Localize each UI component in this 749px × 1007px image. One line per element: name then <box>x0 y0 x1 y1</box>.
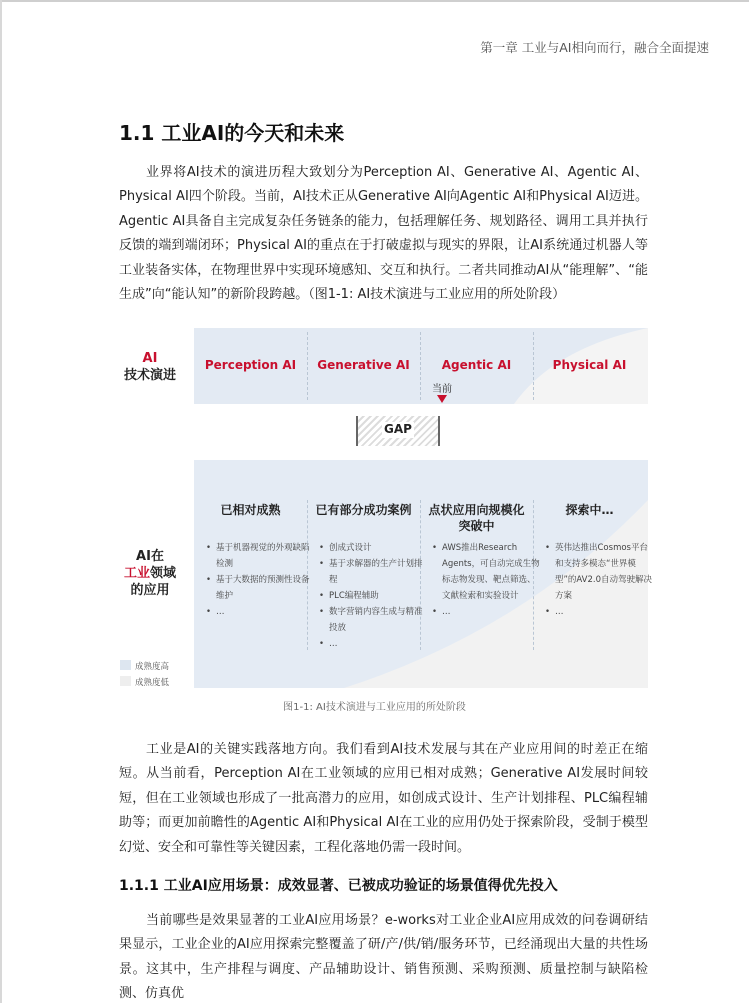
list-item: • 数字营销内容生成与精准投放 <box>329 604 427 636</box>
label-ai-line2: 技术演进 <box>123 368 176 383</box>
label-ai-evolution <box>110 350 190 384</box>
label-app-line3: 的应用 <box>130 583 170 598</box>
list-item: • 基于求解器的生产计划排程 <box>329 556 427 588</box>
list-item: • AWS推出Research Agents，可自动完成生物标志物发现、靶点筛选、文献检索和实验设计 <box>442 540 540 604</box>
section-title: 1.1 工业AI的今天和未来 <box>119 121 345 145</box>
list-item: • … <box>329 636 427 652</box>
paragraph-scenarios: 当前哪些是效果显著的工业AI应用场景？e-works对工业企业AI应用成效的问卷调研结果显示，工业企业的AI应用探索完整覆盖了研/产/供/销/服务环节，已经涌现出大量的共性场景。这其中，生产排程与调度、产品辅助设计、销售预测、采购预测、质量控制与缺陷检测、仿真优 <box>119 913 648 1002</box>
figure-ai-evolution <box>110 328 653 690</box>
page-border-top <box>0 0 749 2</box>
label-app-industry-word: 工业 <box>123 566 150 581</box>
column-list-partial <box>317 540 427 652</box>
column-heading-exploring: 探索中… <box>565 503 614 517</box>
legend-swatch-high <box>120 660 131 670</box>
list-item: • 英伟达推出Cosmos平台和支持多模态“世界模型”的AV2.0自动驾驶解决方案 <box>555 540 653 604</box>
list-item: • PLC编程辅助 <box>329 588 427 604</box>
legend-swatch-low <box>120 676 131 686</box>
label-app-field-word: 领域 <box>150 566 177 581</box>
column-heading-scaling: 点状应用向规模化突破中 <box>428 503 525 533</box>
current-marker-top-icon <box>437 395 447 403</box>
stage-perception: Perception AI <box>204 358 297 372</box>
stage-band <box>194 328 648 404</box>
list-item: • 创成式设计 <box>329 540 427 556</box>
label-ai-line1: AI <box>142 351 158 366</box>
column-heading-mature: 已相对成熟 <box>220 503 281 517</box>
running-head: 第一章 工业与AI相向而行，融合全面提速 <box>480 40 709 55</box>
current-marker-top-label: 当前 <box>432 384 452 395</box>
column-list-scaling <box>430 540 540 620</box>
list-item: • 基于机器视觉的外观缺陷检测 <box>216 540 314 572</box>
page-border-left <box>0 0 2 1003</box>
list-item: • … <box>442 604 540 620</box>
gap-indicator <box>356 416 440 446</box>
label-ai-industry <box>110 548 190 599</box>
paragraph-industry: 工业是AI的关键实践落地方向。我们看到AI技术发展与其在产业应用间的时差正在缩短。从当前看，Perception AI在工业领域的应用已相对成熟；Generative AI发展时间较短，但在工业领域也形成了一批高潜力的应用，如创成式设计、生产计划排程、PLC编程辅助等；而更加前瞻性的Agentic AI和Physical AI在工业的应用仍处于探索阶段，受制于模型幻觉、安全和可靠性等关键因素，工程化落地仍需一段时间。 <box>119 742 648 855</box>
column-list-exploring <box>543 540 653 620</box>
figure-caption: 图1-1: AI技术演进与工业应用的所处阶段 <box>283 702 466 713</box>
label-app-line2 <box>110 565 190 582</box>
stage-generative: Generative AI <box>317 358 410 372</box>
list-item: • … <box>555 604 653 620</box>
legend-label-low: 成熟度低 <box>135 678 170 688</box>
legend-label-high: 成熟度高 <box>135 662 170 672</box>
subsection-title: 1.1.1 工业AI应用场景：成效显著、已被成功验证的场景值得优先投入 <box>119 878 558 894</box>
stage-physical: Physical AI <box>552 358 627 372</box>
gap-label: GAP <box>384 422 412 436</box>
list-item: • … <box>216 604 314 620</box>
list-item: • 基于大数据的预测性设备维护 <box>216 572 314 604</box>
column-heading-partial: 已有部分成功案例 <box>315 503 412 517</box>
label-app-line1: AI在 <box>136 549 164 564</box>
column-list-mature <box>204 540 314 620</box>
paragraph-intro: 业界将AI技术的演进历程大致划分为Perception AI、Generative AI、Agentic AI、Physical AI四个阶段。当前，AI技术正从Generative AI向Agentic AI和Physical AI迈进。Agentic AI具备自主完成复杂任务链条的能力，包括理解任务、规划路径、调用工具并执行反馈的端到端闭环；Physical AI的重点在于打破虚拟与现实的界限，让AI系统通过机器人等工业装备实体，在物理世界中实现环境感知、交互和执行。二者共同推动AI从“能理解”、“能生成”向“能认知”的新阶段跨越。（图1-1: AI技术演进与工业应用的所处阶段） <box>119 165 648 303</box>
stage-agentic: Agentic AI <box>441 358 512 372</box>
